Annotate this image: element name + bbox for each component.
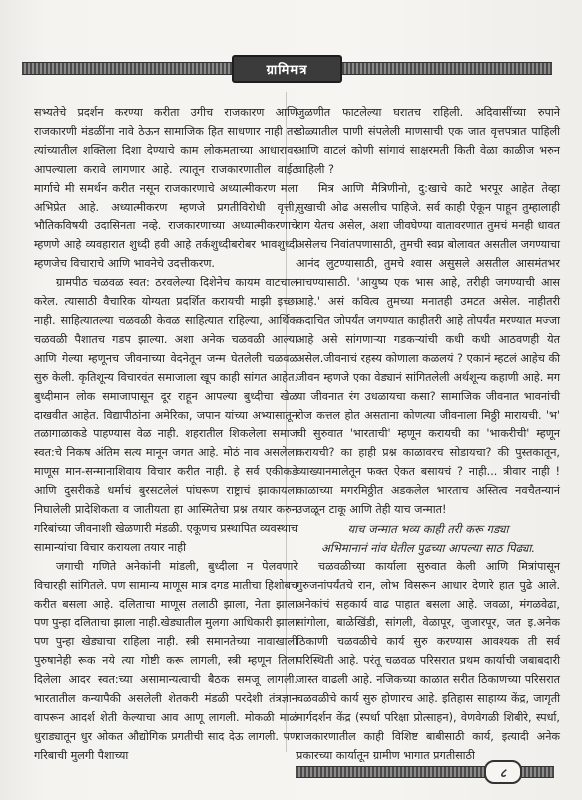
left-paragraph-1: सभ्यतेचे प्रदर्शन करण्या करीता उगीच राजकारण आणि राजकारणी मंडळींना नावे ठेऊन सामाजिक हित साधणार नाही तर त्यांच्यातील शक्तिला दिशा देण्याचे काम लोकमताच्या आधारावर आपल्याला करावे लागणार आहे. त्यातून राजकारणातील वाईट मार्गाचे मी समर्थन करीत नसून राजकारणाचे अध्यात्मीकरण मला अभिप्रेत आहे. अध्यात्मीकरण म्हणजे प्रगतीविरोधी वृत्ती, भौतिकविषयी उदासिनता नव्हे. राजकारणाच्या अध्यात्मीकरणाचे म्हणणे आहे व्यवहारात शुध्दी हवी आहे तर्कशुध्दीबरोबर भावशुध्दी म्हणजेच विचाराचे आणि भावनेचे उदत्तीकरण.	[34, 106, 298, 271]
left-column	[34, 104, 298, 764]
right-paragraph-2: मित्र आणि मैत्रिणीनो, दु:खाचे काटे भरपूर आहेत तेव्हा सुखाची ओढ असलीच पाहिजे. सर्व काही ऐकून पाहून तुम्हालाही राग येतच असेल, अशा जीवघेण्या वातावरणात तुमचं मनही धावत असेलच निवांतपणासाठी, तुमची स्वप्न बोलावत असतील जगण्याचा आनंद लुटण्यासाठी, तुमचे श्वास असुसले असतील आसमंतभर नाचण्यासाठी. 'आयुष्य एक भास आहे, तरीही जगण्याची आस आहे.' असं कवित्व तुमच्या मनातही उमटत असेल. नाहीतरी कदाचित जोपर्यंत जगण्यात काहीतरी आहे तोपर्यंत मरण्यात मज्जा आहे असे सांगणाऱ्या गडकऱ्यांची कधी कधी आठवणही येत असेल.जीवनाचं रहस्य कोणाला कळलयं ? एकानं म्हटलं आहेच की जीवन म्हणजे एका वेड्यानं सांगितलेली अर्थशून्य कहाणी आहे. मग या जीवनात रंग उधळायचा कसा? सामाजिक जीवनात भावनांची रोज कत्तल होत असताना कोणत्या जीवनाला मिठ्ठी मारायची. 'भ' ची सुरुवात 'भारताची' म्हणून करायची का 'भाकरीची' म्हणून करायची? का हाही प्रश्न काळावरच सोडायचा? की पुस्तकातून, व्याख्यानमालेतून फक्त ऐकत बसायचं ? नाही... त्रीवार नाही ! काळाच्या मगरमिठ्ठीत अडकलेल भारताच अस्तित्व नवचैतन्यानं उजळून टाकू आणि तेही याच जन्मात!	[296, 181, 560, 517]
magazine-title: ग्रामिमत्र	[266, 63, 308, 78]
magazine-title-banner	[232, 55, 342, 83]
right-paragraph-3: चळवळीच्या कार्याला सुरुवात केली आणि मित्रांपासून गुरुजनांपर्यंतचे रान, लोभ विसरून आधार देणारे हात पुढे आले. अनेकांचं सहकार्य वाढ पाहात बसला आहे. जवळा, मंगळवेढा, सांगोला, बाळेखिंडी, सांगली, वेळापूर, जुजारपूर, जत इ.अनेक ठिकाणी चळवळीचे कार्य सुरु करण्यास आवश्यक ती सर्व परिस्थिती आहे. परंतू चळवळ परिसरात प्रथम कार्याची जबाबदारी जास्त वाढली आहे. नजिकच्या काळात सरीत ठिकाणच्या परिसरात चळवळीचे कार्य सुरु होणारच आहे. इतिहास साहाय्य केंद्र, जागृती मार्गदर्शन केंद्र (स्पर्धा परिक्षा प्रोत्साहन), वेणवेगळी शिबीरे, स्पर्धा, राजकारणातील काही विशिष्ट बाबीसाठी कार्य, इत्यादी अनेक प्रकारच्या कार्यातून ग्रामीण भागात प्रगतीसाठी	[296, 559, 560, 762]
right-paragraph-1: जुळणीत फाटलेल्या घरातच राहिली. अदिवासींच्या रुपाने डोळ्यातील पाणी संपलेली माणसाची एक जात वृत्तपत्रात पाहिली आणि वाटलं कोणी सांगावं साक्षरमती किती वेळा काळीज भरुन वाहिली ?	[296, 106, 560, 176]
quote-line-2: अभिमानानं नांव घेतील पुढच्या आपल्या साठ पिढ्या.	[321, 540, 535, 555]
page-number	[484, 760, 522, 784]
page-number-label: ८	[499, 765, 507, 780]
right-column	[296, 104, 560, 762]
quote-line-1: याच जन्मात भव्य काही तरी करू गड्या	[347, 521, 509, 536]
left-paragraph-2: ग्रामपीठ चळवळ स्वत: ठरवलेल्या दिशेनेच कायम वाटचाल करेल. त्यासाठी वैचारिक योग्यता प्रदर्शित करायची माझी इच्छा नाही. साहित्यातल्या चळवळी केवळ साहित्यात राहिल्या, आर्थिक चळवळी पैशातच गडप झाल्या. अशा अनेक चळवळी आल्या आणि गेल्या म्हणूनच जीवनाच्या वेदनेतून जन्म घेतलेली चळवळ सुरु केली. कृतिशून्य विचारवंत समाजाला खूप काही सांगत आहेत. बुध्दीमान लोक समाजापासून दूर राहून आपल्या बुध्दीचा खेळ दाखवीत आहेत. विद्यापीठांना अमेरिका, जपान यांच्या अभ्यासातून तळागाळाकडे पाहण्यास वेळ नाही. शहरातील शिकलेला समाज स्वत:चे निकष अंतिम सत्य मानून जगत आहे. मोठं नाव असलेला माणूस मान-सन्मानाशिवाय विचार करीत नाही. हे सर्व एकीकडे आणि दुसरीकडे धर्माचं बुरसटलेलं पांघरूण राष्ट्राचं झाकायला निघालेली प्रादेशिकता व जातीयता हा आस्मितेचा प्रश्न तयार करुन गरिबांच्या जीवनाशी खेळणारी मंडळी. एकूणच प्रस्थापित व्यवस्थाच सामान्यांचा विचार करायला तयार नाही	[34, 276, 298, 554]
left-paragraph-3: जगाची गणिते अनेकांनी मांडली, बुध्दीला न पेलवणारे विचारही सांगितले. पण सामान्य माणूस मात्र दगड मातीचा हिशोबच करीत बसला आहे. दलिताचा माणूस तलाठी झाला, नेता झाला पण पुन्हा दलिताचा झाला नाही.खेड्यातील मुलगा आधिकारी झाला पण पुन्हा खेड्याचा राहिला नाही. स्त्री समानतेच्या नावाखाली पुरुषानेही रूक नये त्या गोष्टी करू लागली, स्त्री म्हणून तिला दिलेला आदर स्वत:च्या असामान्यत्वाची बैठक समजू लागली. भारतातील कन्यापैकी असलेली शेतकरी मंडळी परदेशी तंत्रज्ञान वापरून आदर्श शेती केल्याचा आव आणू लागली. मोकळी माळं धुराड्यातून धुर ओकत औद्योगिक प्रगतीची साद देऊ लागली. पण गरिबाची मुलगी पैशाच्या	[34, 559, 298, 762]
